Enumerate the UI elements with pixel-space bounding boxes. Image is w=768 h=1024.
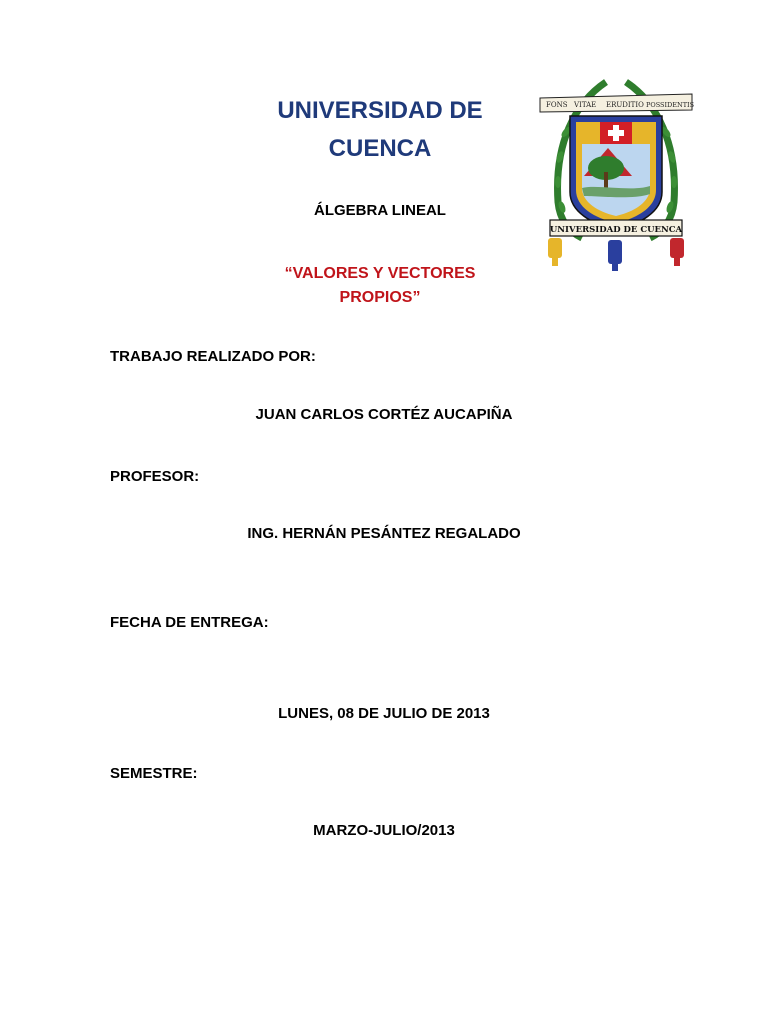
semester-value: MARZO-JULIO/2013 bbox=[313, 822, 455, 839]
svg-text:POSSIDENTIS: POSSIDENTIS bbox=[646, 101, 695, 109]
work-title-line2: PROPIOS” bbox=[339, 289, 421, 306]
shield-icon bbox=[570, 116, 662, 230]
svg-text:ERUDITIO: ERUDITIO bbox=[606, 101, 644, 109]
author-value: JUAN CARLOS CORTÉZ AUCAPIÑA bbox=[255, 406, 513, 423]
author-label: TRABAJO REALIZADO POR: bbox=[110, 348, 316, 365]
work-title bbox=[230, 262, 530, 310]
svg-text:FONS: FONS bbox=[546, 101, 568, 109]
delivery-date-value: LUNES, 08 DE JULIO DE 2013 bbox=[278, 705, 490, 722]
semester-label: SEMESTRE: bbox=[110, 765, 198, 782]
svg-text:UNIVERSIDAD DE CUENCA: UNIVERSIDAD DE CUENCA bbox=[549, 225, 683, 235]
university-title bbox=[250, 92, 510, 168]
university-banner bbox=[550, 220, 683, 236]
work-title-line1: “VALORES Y VECTORES bbox=[284, 265, 476, 282]
university-title-line1: UNIVERSIDAD DE bbox=[277, 97, 483, 124]
svg-text:VITAE: VITAE bbox=[574, 101, 597, 109]
motto-ribbon bbox=[540, 94, 694, 112]
professor-label: PROFESOR: bbox=[110, 468, 200, 485]
university-title-line2: CUENCA bbox=[328, 135, 432, 162]
subject-title: ÁLGEBRA LINEAL bbox=[314, 202, 446, 219]
professor-value: ING. HERNÁN PESÁNTEZ REGALADO bbox=[247, 525, 521, 542]
delivery-date-label: FECHA DE ENTREGA: bbox=[110, 614, 269, 631]
tassels-icon bbox=[548, 238, 684, 271]
university-crest-logo bbox=[536, 72, 696, 272]
